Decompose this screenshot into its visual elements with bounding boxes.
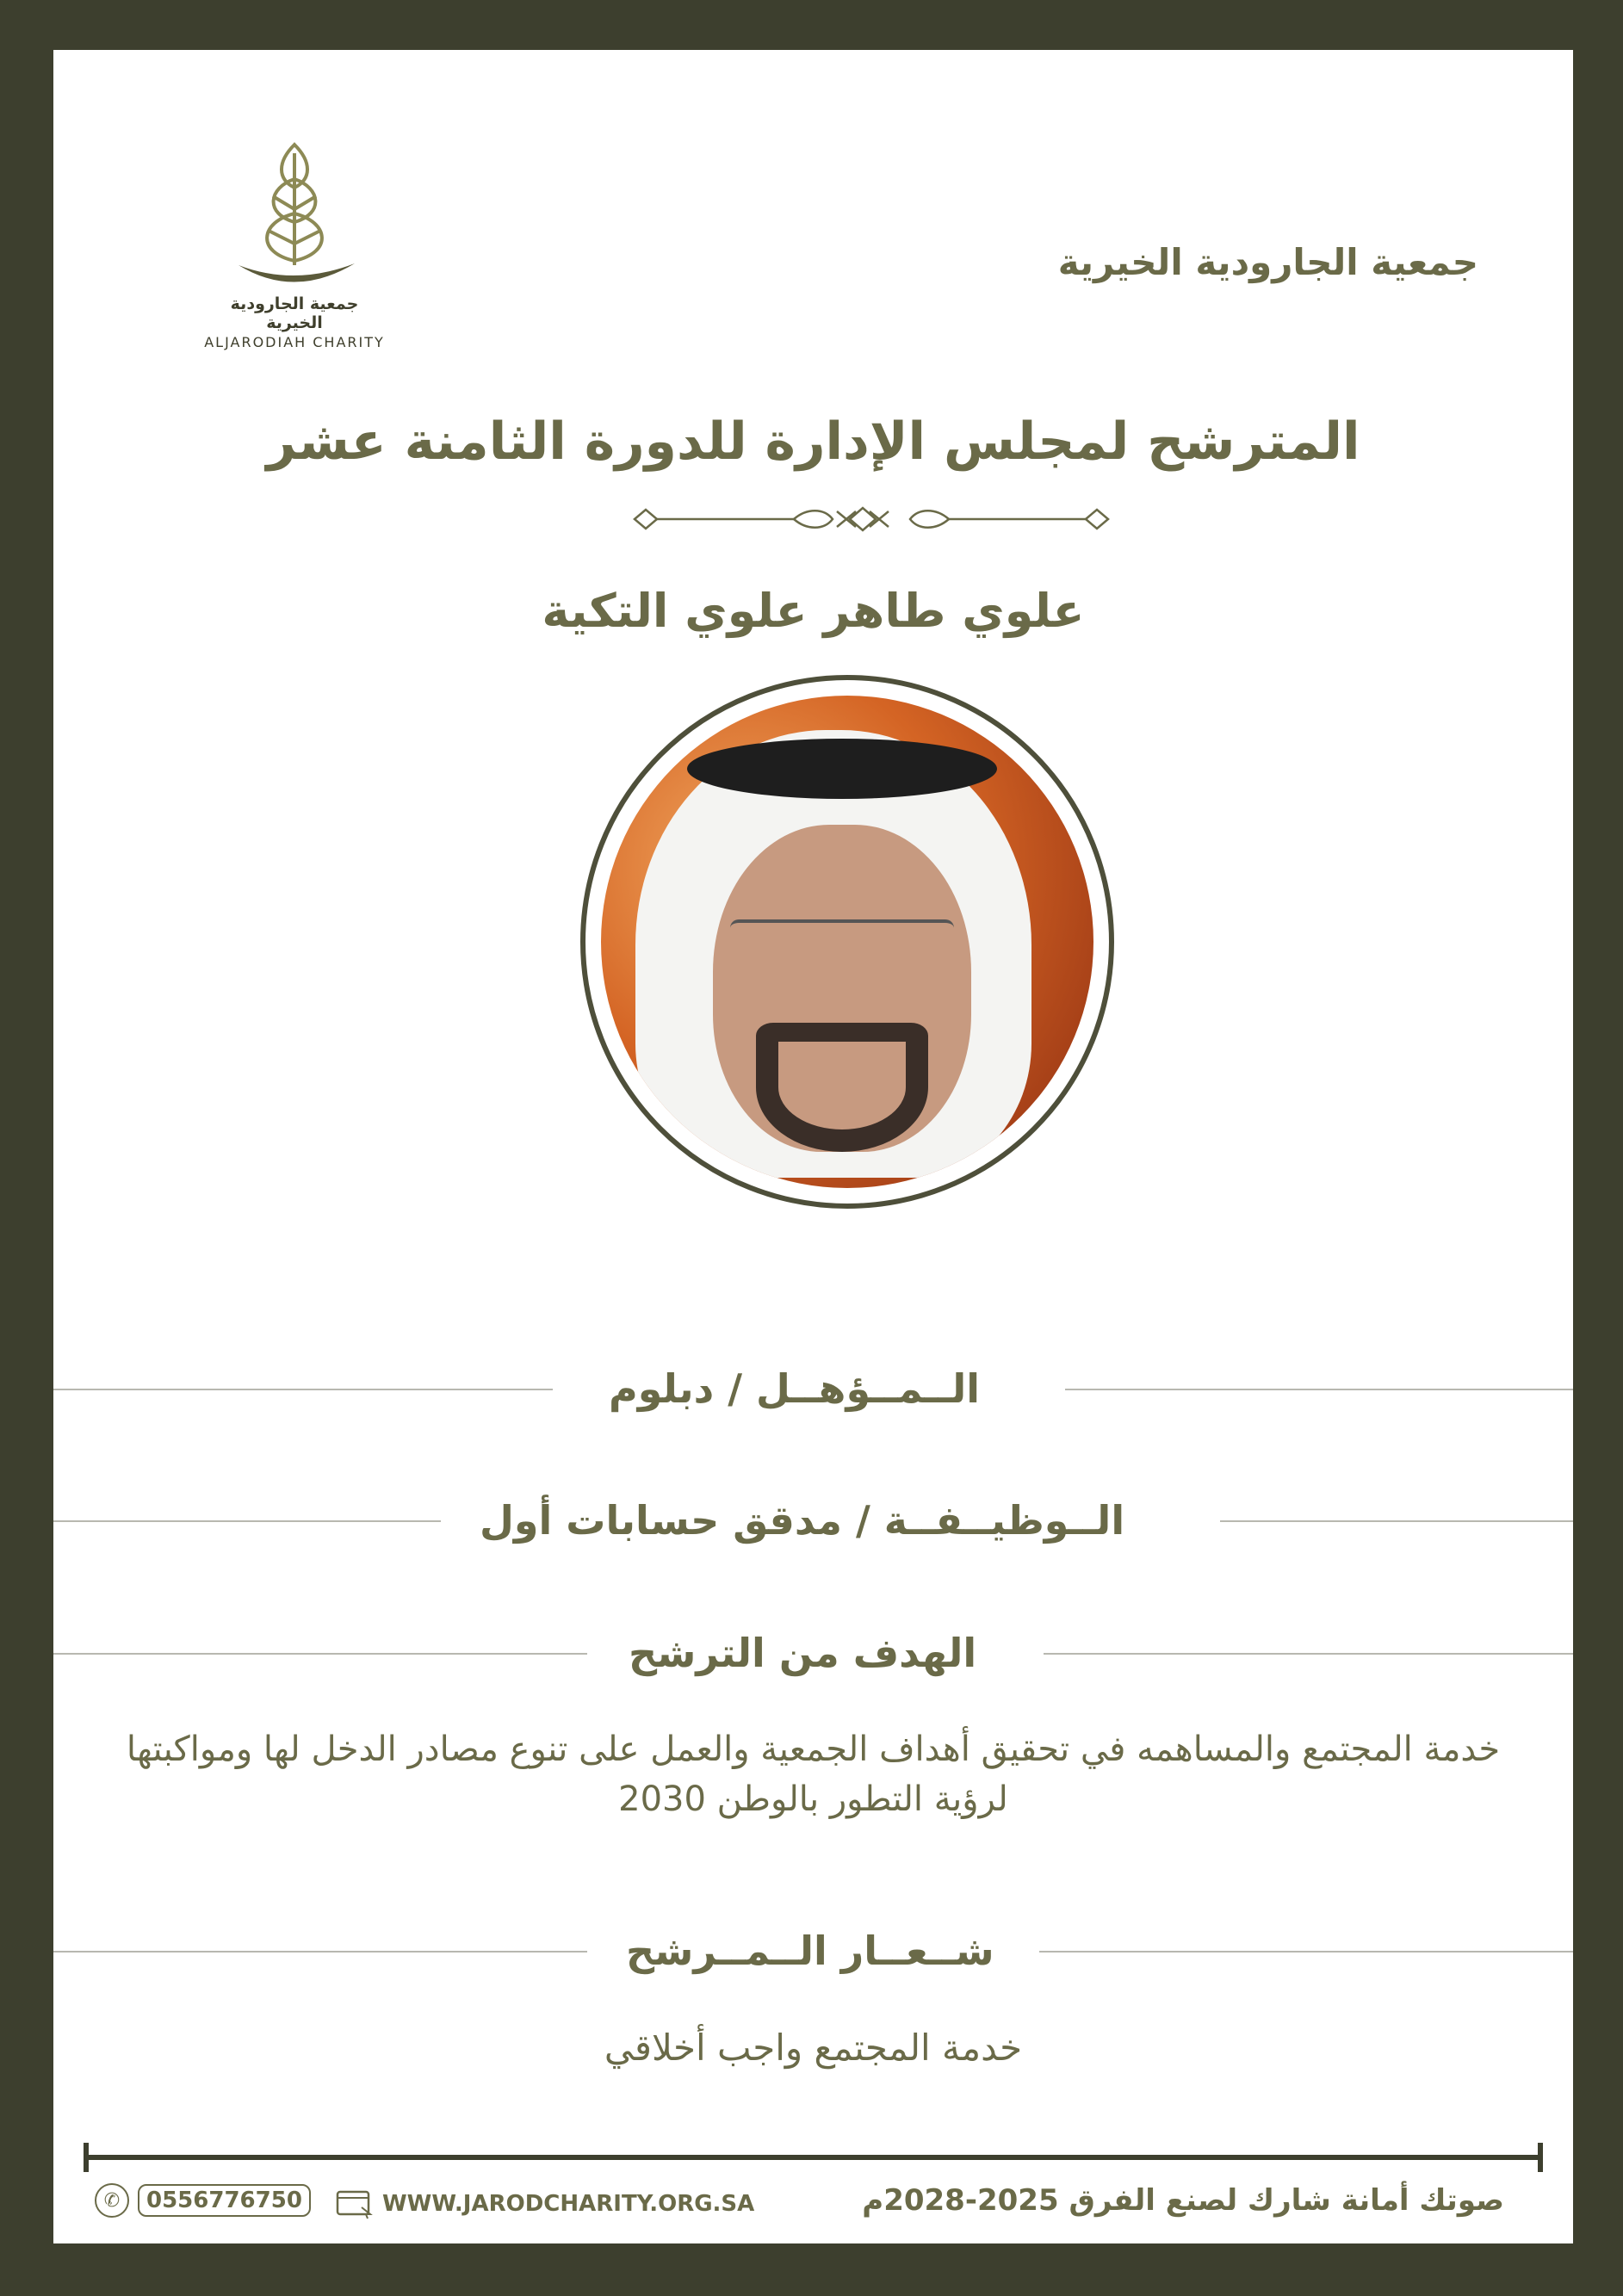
divider-line [53,1520,441,1522]
slogan-heading-row [53,1916,1573,1985]
candidate-photo [601,696,1093,1188]
qualification-text: الــمــؤهــل / دبلوم [609,1365,981,1412]
phone-number[interactable]: 0556776750 [138,2184,311,2217]
divider-line [1065,1389,1573,1390]
job-text: الــوظيــفــة / مدقق حسابات أول [480,1497,1125,1544]
divider-line [1220,1520,1573,1522]
divider-line [1039,1951,1573,1953]
website-link[interactable]: WWW.JARODCHARITY.ORG.SA [382,2191,755,2217]
qualification-row [53,1354,1573,1423]
divider-line [53,1653,587,1655]
goal-body: خدمة المجتمع والمساهمه في تحقيق أهداف الجمعية والعمل على تنوع مصادر الدخل لها ومواكبتها لرؤية التطور بالوطن 2030 [126,1730,1501,1819]
web-browser-icon [336,2188,374,2219]
goal-heading-row [53,1618,1573,1687]
candidate-name: علوي طاهر علوي التكية [542,584,1085,638]
divider-line [1044,1653,1573,1655]
charity-logo [200,136,389,394]
footer-slogan: صوتك أمانة شارك لصنع الفرق 2025-2028م [862,2183,1504,2218]
page-title: المترشح لمجلس الإدارة للدورة الثامنة عشر [266,412,1360,472]
slogan-heading: شــعــار الــمــرشح [626,1928,994,1974]
logo-name-arabic: جمعية الجارودية الخيرية [230,294,359,332]
footer-bar [84,2155,1543,2160]
job-row [53,1486,1573,1555]
organization-name: جمعية الجارودية الخيرية [1057,241,1478,283]
candidate-photo-frame [580,675,1114,1209]
footer-website [336,2188,754,2219]
phone-icon: ✆ [95,2183,129,2218]
slogan-body: خدمة المجتمع واجب أخلاقي [604,2027,1023,2069]
footer-phone [95,2183,311,2218]
wheat-logo-icon [226,136,363,291]
ornament-divider-icon [630,498,1112,541]
divider-line [53,1389,553,1390]
divider-line [53,1951,587,1953]
goal-heading: الهدف من الترشح [629,1630,977,1676]
poster-page [53,50,1573,2243]
logo-name-english: ALJARODIAH CHARITY [204,334,385,350]
